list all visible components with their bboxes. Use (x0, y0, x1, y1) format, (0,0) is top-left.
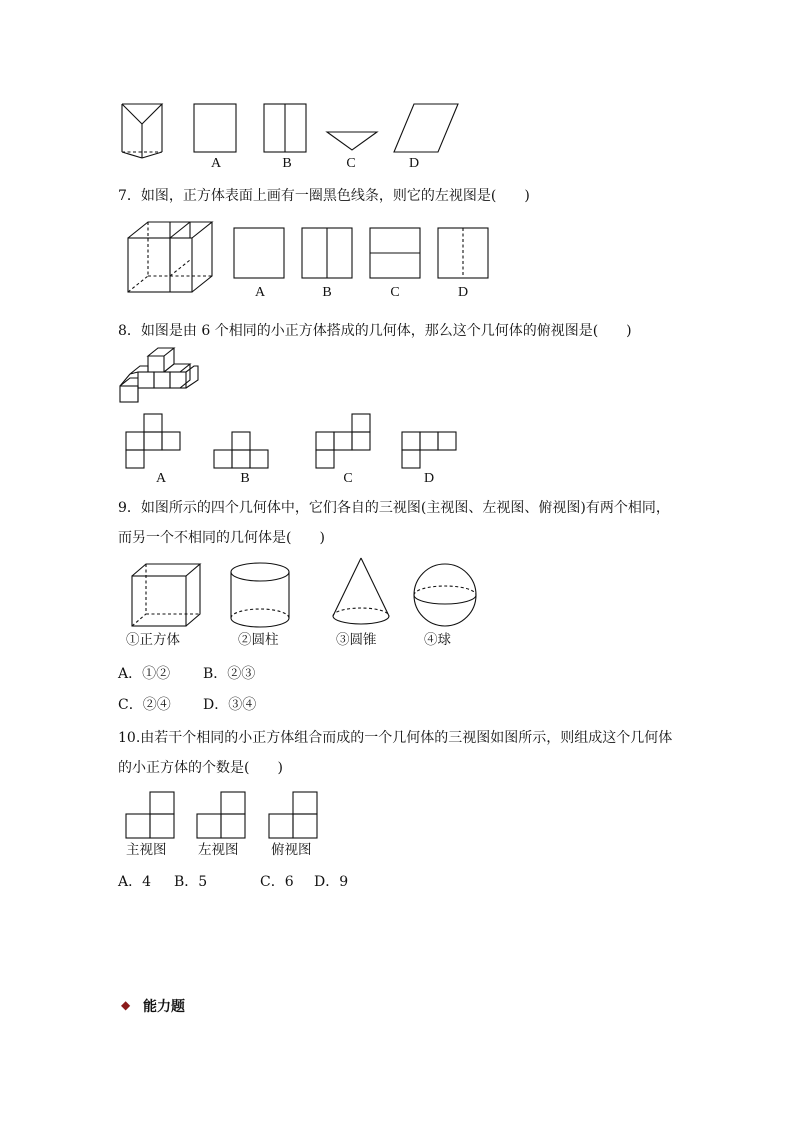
q9-question-line2: 而另一个不相同的几何体是( ) (118, 530, 325, 546)
q9-question-line1: 9．如图所示的四个几何体中，它们各自的三视图(主视图、左视图、俯视图)有两个相同， (118, 500, 670, 516)
q6-option-d-figure (392, 102, 462, 154)
section-title: 能力题 (143, 999, 185, 1015)
q8-option-c-figure (314, 412, 374, 470)
q8-cubes-figure (118, 346, 202, 408)
q7-question-text: 7．如图，正方体表面上画有一圈黑色线条，则它的左视图是( ) (118, 188, 530, 204)
q7-label-a: A (254, 285, 266, 300)
q6-label-a: A (210, 156, 222, 171)
q7-option-d-figure (436, 226, 490, 280)
q10-question-line1: 10.由若干个相同的小正方体组合而成的一个几何体的三视图如图所示，则组成这个几何体 (118, 730, 673, 746)
q6-label-d: D (408, 156, 420, 171)
q10-left-view-figure (195, 790, 247, 840)
q8-option-b-figure (212, 430, 272, 470)
q9-caption-cone: ③圆锥 (336, 632, 377, 648)
q7-cube-figure (126, 220, 214, 296)
q9-caption-cylinder: ②圆柱 (238, 632, 279, 648)
q9-cylinder-figure (229, 560, 293, 630)
q6-label-c: C (346, 156, 356, 171)
q10-option-a: A．4 (118, 874, 152, 890)
q6-option-b-figure (262, 102, 308, 154)
diamond-icon: ◆ (121, 998, 131, 1012)
q9-cube-figure (130, 562, 202, 628)
q10-caption-left-view: 左视图 (198, 842, 239, 858)
q8-label-d: D (423, 471, 435, 486)
q6-prism-figure (118, 100, 168, 162)
q10-caption-top-view: 俯视图 (271, 842, 312, 858)
q10-top-view-figure (267, 790, 319, 840)
q8-question-text: 8．如图是由 6 个相同的小正方体搭成的几何体，那么这个几何体的俯视图是( ) (118, 323, 632, 339)
q9-option-d: D．③④ (203, 697, 257, 713)
q10-option-b: B．5 (174, 874, 208, 890)
q8-option-d-figure (400, 430, 460, 470)
q10-question-line2: 的小正方体的个数是( ) (118, 760, 283, 776)
q9-cone-figure (330, 556, 394, 628)
q7-option-b-figure (300, 226, 354, 280)
q10-option-d: D．9 (314, 874, 349, 890)
q9-option-b: B．②③ (203, 666, 256, 682)
q7-label-c: C (390, 285, 400, 300)
q7-label-d: D (457, 285, 469, 300)
q9-sphere-figure (412, 562, 480, 630)
q8-label-a: A (155, 471, 167, 486)
q9-caption-cube: ①正方体 (126, 632, 180, 648)
q7-label-b: B (322, 285, 332, 300)
q10-caption-front-view: 主视图 (126, 842, 167, 858)
q7-option-a-figure (232, 226, 286, 280)
q8-label-c: C (343, 471, 353, 486)
q8-option-a-figure (124, 412, 184, 470)
q10-front-view-figure (124, 790, 176, 840)
q6-option-c-figure (325, 130, 381, 154)
q6-label-b: B (282, 156, 292, 171)
q10-option-c: C．6 (260, 874, 294, 890)
q8-label-b: B (240, 471, 250, 486)
q9-option-a: A．①② (118, 666, 171, 682)
q9-caption-sphere: ④球 (424, 632, 451, 648)
q9-option-c: C．②④ (118, 697, 171, 713)
q7-option-c-figure (368, 226, 422, 280)
q6-option-a-figure (192, 102, 238, 154)
